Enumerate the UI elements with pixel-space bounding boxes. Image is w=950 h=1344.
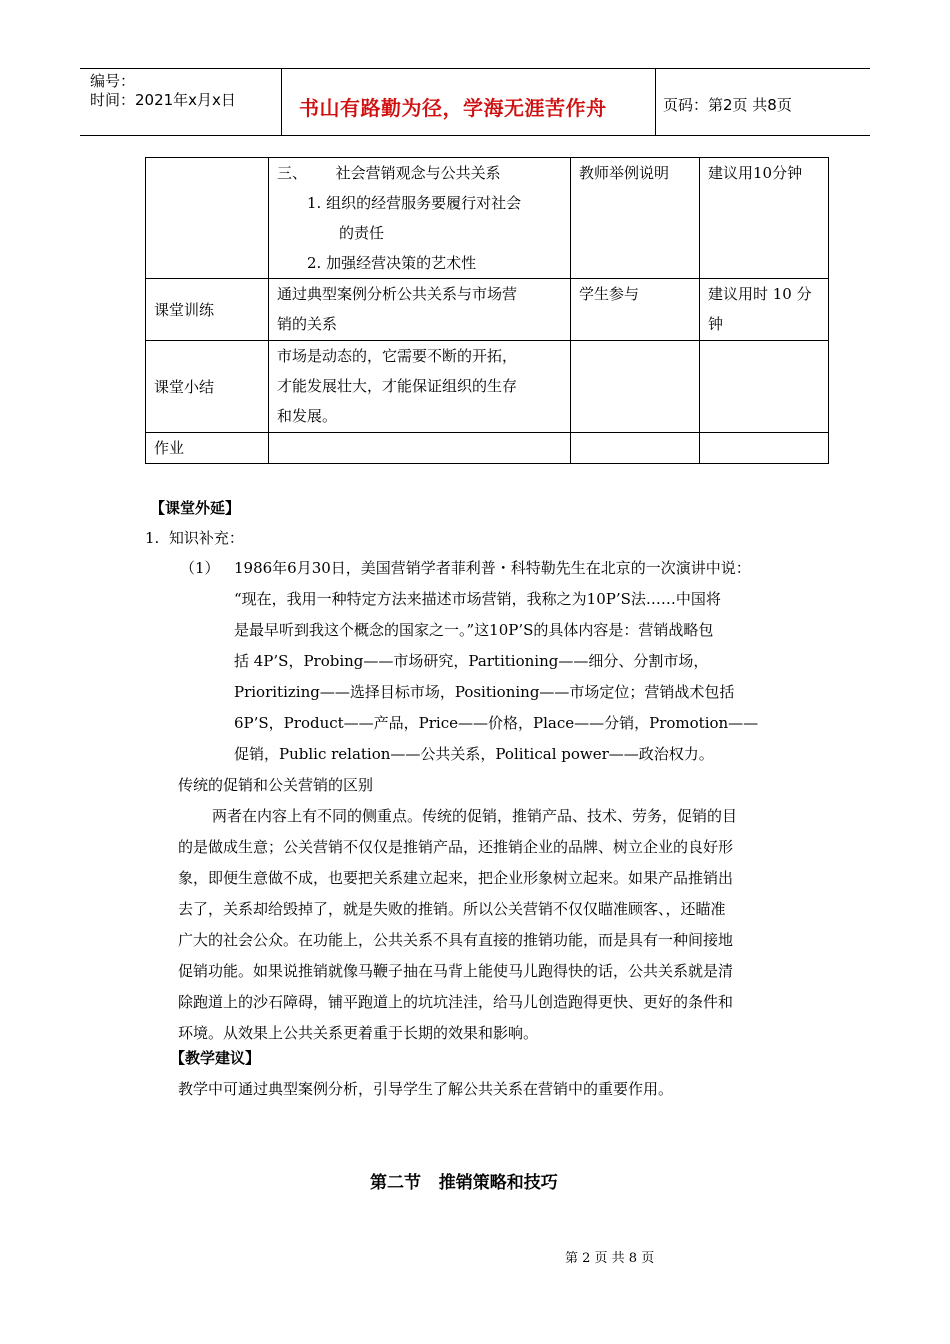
para1-line: 是最早听到我这个概念的国家之一。”这10P’S的具体内容是：营销战略包	[234, 621, 714, 639]
para1-line: 促销，Public relation——公共关系，Political power——政治权力。	[234, 745, 714, 763]
row2-time-cell	[700, 279, 829, 341]
row1-content-cell	[269, 158, 571, 279]
para2-line: 环境。从效果上公共关系更着重于长期的效果和影响。	[178, 1024, 539, 1042]
para2-line: 促销功能。如果说推销就像马鞭子抽在马背上能使马儿跑得快的话，公共关系就是清	[178, 962, 734, 980]
para1-line: Prioritizing——选择目标市场，Positioning——市场定位；营销战术包括	[234, 683, 735, 701]
para1-line: 括 4P’S，Probing——市场研究，Partitioning——细分、分割市场，	[234, 652, 709, 670]
row2-label-cell: 课堂训练	[146, 279, 269, 341]
para2-line: 象，即便生意做不成，也要把关系建立起来，把企业形象树立起来。如果产品推销出	[178, 869, 734, 887]
row2-content-cell	[269, 279, 571, 341]
section-title: 第二节 推销策略和技巧	[370, 1173, 558, 1193]
page-footer: 第 2 页 共 8 页	[565, 1251, 655, 1266]
header-motto: 书山有路勤为径，学海无涯苦作舟	[299, 96, 607, 120]
table-row	[146, 279, 829, 341]
row4-label-cell: 作业	[146, 433, 269, 464]
row3-content-line2: 才能发展壮大，才能保证组织的生存	[277, 377, 518, 395]
header-time-label: 时间：2021年x月x日	[90, 91, 236, 109]
row3-label-cell: 课堂小结	[146, 341, 269, 433]
row2-content-line2: 销的关系	[277, 315, 338, 333]
para1-line: 6P’S，Product——产品，Price——价格，Place——分销，Promotion——	[234, 714, 759, 732]
para2-line: 的是做成生意；公关营销不仅仅是推销产品，还推销企业的品牌、树立企业的良好形	[178, 838, 734, 856]
advice-heading: 【教学建议】	[170, 1049, 261, 1067]
para2-line: 广大的社会公众。在功能上，公共关系不具有直接的推销功能，而是具有一种间接地	[178, 931, 734, 949]
para2-line: 去了，关系却给毁掉了，就是失败的推销。所以公关营销不仅仅瞄准顾客、，还瞄准	[178, 900, 726, 918]
table-row	[146, 158, 829, 279]
extension-item1: 1. 知识补充：	[145, 529, 244, 547]
para1-text	[234, 553, 834, 770]
extension-heading: 【课堂外延】	[150, 499, 241, 517]
row3-method-cell	[571, 341, 700, 433]
table-row	[146, 341, 829, 433]
para1-line: 1986年6月30日，美国营销学者菲利普・科特勒先生在北京的一次演讲中说：	[234, 559, 751, 577]
para2-line: 除跑道上的沙石障碍，铺平跑道上的坑坑洼洼，给马儿创造跑得更快、更好的条件和	[178, 993, 734, 1011]
row3-time-cell	[700, 341, 829, 433]
row3-content-cell	[269, 341, 571, 433]
row1-heading: 三、 社会营销观念与公共关系	[277, 164, 501, 182]
para2-text	[178, 801, 818, 1049]
row3-content-line3: 和发展。	[277, 407, 338, 425]
header-bottom-rule	[80, 135, 870, 136]
table-row	[146, 433, 829, 464]
header-page-label: 页码：第2页 共8页	[663, 96, 792, 114]
row2-method-cell: 学生参与	[571, 279, 700, 341]
row1-item2: 2. 加强经营决策的艺术性	[307, 254, 477, 272]
para1-line: “现在，我用一种特定方法来描述市场营销，我称之为10P’S法……中国将	[234, 590, 721, 608]
row4-content-cell	[269, 433, 571, 464]
row1-item1-line2: 的责任	[339, 224, 385, 242]
row4-method-cell	[571, 433, 700, 464]
row1-method-cell: 教师举例说明	[571, 158, 700, 279]
row2-time-line2: 钟	[708, 315, 724, 333]
header-divider-left	[281, 68, 282, 135]
row3-content-line1: 市场是动态的，它需要不断的开拓，	[277, 347, 518, 365]
row1-label-cell	[146, 158, 269, 279]
advice-text: 教学中可通过典型案例分析，引导学生了解公共关系在营销中的重要作用。	[178, 1080, 674, 1098]
lesson-plan-table	[145, 157, 829, 464]
header-number-label: 编号：	[90, 72, 136, 90]
header-divider-right	[655, 68, 656, 135]
row2-content-line1: 通过典型案例分析公共关系与市场营	[277, 285, 518, 303]
para1-number: （1）	[180, 559, 220, 577]
row1-item1-line1: 1. 组织的经营服务要履行对社会	[307, 194, 522, 212]
row4-time-cell	[700, 433, 829, 464]
para2-line: 两者在内容上有不同的侧重点。传统的促销，推销产品、技术、劳务，促销的目	[212, 807, 738, 825]
row2-time-line1: 建议用时 10 分	[708, 285, 812, 303]
header-top-rule	[80, 68, 870, 69]
extension-subheading: 传统的促销和公关营销的区别	[178, 776, 374, 794]
row1-time-cell: 建议用10分钟	[700, 158, 829, 279]
